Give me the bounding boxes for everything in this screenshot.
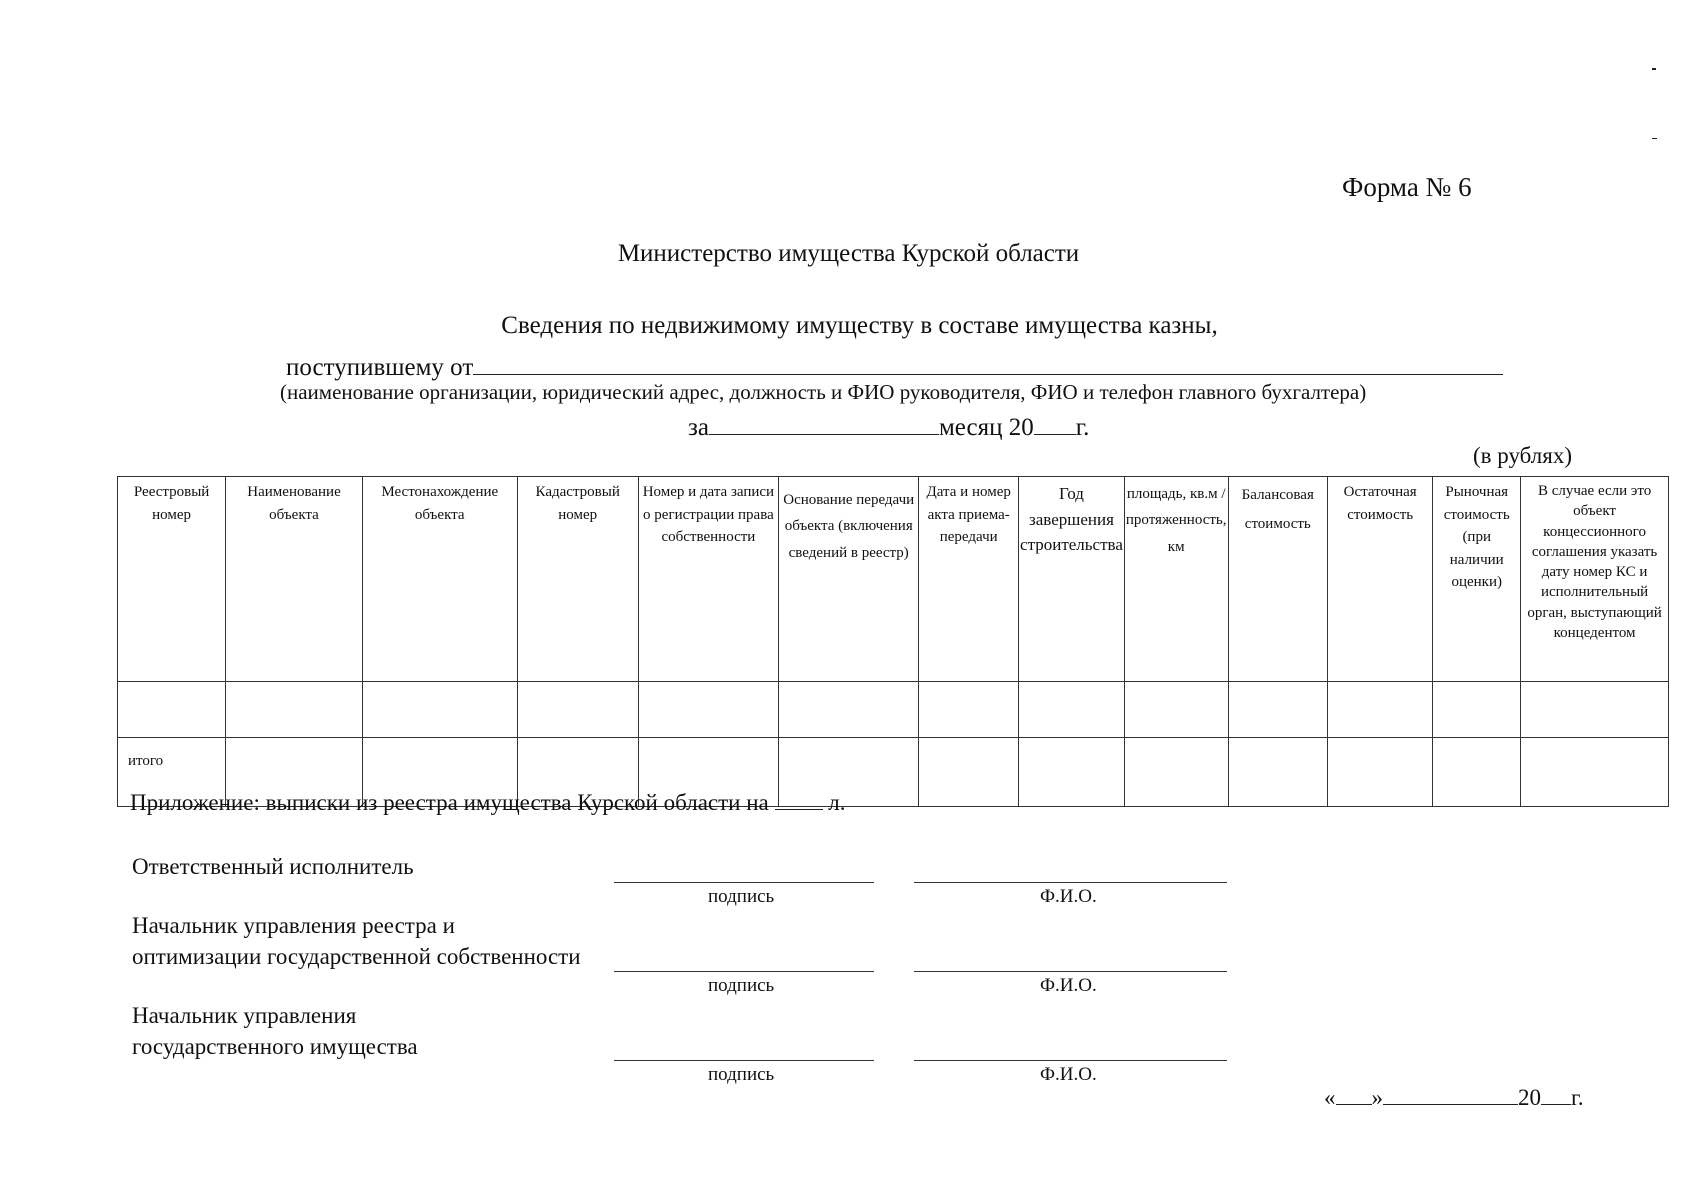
signature-line[interactable] [614,1060,874,1061]
col-header: В случае если это объект концессионного соглашения указать дату номер КС и исполнительный орган, выступающий концедентом [1521,477,1669,682]
table-cell[interactable] [1124,682,1228,738]
month-blank-field[interactable] [709,414,939,435]
signature-line[interactable] [614,882,874,883]
date-open-quote: « [1324,1085,1336,1110]
table-cell[interactable] [1019,682,1125,738]
table-cell[interactable] [517,682,638,738]
table-cell[interactable] [1019,738,1125,807]
col-header: Рыночная стоимость (при наличии оценки) [1433,477,1521,682]
date-year-prefix: 20 [1518,1085,1541,1110]
table-cell[interactable] [638,682,778,738]
appendix-prefix: Приложение: выписки из реестра имущества Курской области на [130,790,769,815]
table-cell[interactable] [362,682,517,738]
table-cell[interactable] [1433,738,1521,807]
appendix-suffix: л. [828,790,846,815]
col-header: Остаточная стоимость [1328,477,1433,682]
table-cell[interactable] [1521,682,1669,738]
table-cell[interactable] [779,682,919,738]
table-cell[interactable] [1124,738,1228,807]
total-label: итого [118,738,226,807]
table-cell[interactable] [1328,682,1433,738]
scan-dot-mid [1652,138,1657,139]
date-line [1324,1085,1584,1111]
col-header: Наименование объекта [226,477,363,682]
col-header: Основание передачи объекта (включения сведений в реестр) [779,477,919,682]
from-blank-field[interactable] [473,352,1503,375]
table-cell[interactable] [226,682,363,738]
property-table [117,476,1669,807]
col-header: Год завершения строительства [1019,477,1125,682]
year-blank-field[interactable] [1541,1086,1571,1105]
name-caption: Ф.И.О. [1040,1064,1097,1085]
col-header: Балансовая стоимость [1228,477,1328,682]
date-close-quote: » [1371,1085,1383,1110]
col-header: площадь, кв.м / протяженность, км [1124,477,1228,682]
table-cell[interactable] [118,682,226,738]
from-line [286,352,1503,382]
col-header: Местонахождение объекта [362,477,517,682]
signatory-role: Ответственный исполнитель [132,854,414,879]
signature-line[interactable] [614,971,874,972]
year-blank-field[interactable] [1034,414,1076,435]
scan-dot-top [1652,68,1656,70]
table-cell[interactable] [919,738,1019,807]
ministry-name: Министерство имущества Курской области [617,240,1080,267]
form-number: Форма № 6 [1342,172,1472,202]
signature-caption: подпись [708,886,775,907]
name-caption: Ф.И.О. [1040,886,1097,907]
signatory-role: Начальник управления государственного имущества [132,1003,418,1059]
date-suffix: г. [1571,1085,1584,1110]
table-cell[interactable] [919,682,1019,738]
col-header: Кадастровый номер [517,477,638,682]
period-month: месяц 20 [938,414,1034,441]
col-header: Реестровый номер [118,477,226,682]
table-cell[interactable] [1521,738,1669,807]
month-blank-field[interactable] [1383,1086,1518,1105]
col-header: Дата и номер акта приема-передачи [919,477,1019,682]
table-cell[interactable] [1433,682,1521,738]
from-note: (наименование организации, юридический адрес, должность и ФИО руководителя, ФИО и телефон главного бухгалтера) [280,380,1367,404]
table-cell[interactable] [1228,682,1328,738]
name-line[interactable] [914,882,1227,883]
signature-caption: подпись [708,1064,775,1085]
signature-caption: подпись [708,975,775,996]
period-prefix: за [688,414,709,441]
name-line[interactable] [914,971,1227,972]
table-cell[interactable] [1328,738,1433,807]
table-cell[interactable] [1228,738,1328,807]
table-header-row [118,477,1669,682]
units-note: (в рублях) [1473,443,1573,468]
period-suffix: г. [1075,414,1090,441]
document-title: Сведения по недвижимому имуществу в составе имущества казны, [501,312,1218,339]
name-line[interactable] [914,1060,1227,1061]
sheets-blank-field[interactable] [775,791,823,810]
table-row [118,682,1669,738]
day-blank-field[interactable] [1336,1086,1372,1105]
signatory-role: Начальник управления реестра и оптимизации государственной собственности [132,913,581,969]
appendix-line [130,790,846,816]
col-header: Номер и дата записи о регистрации права собственности [638,477,778,682]
name-caption: Ф.И.О. [1040,975,1097,996]
from-label: поступившему от [286,354,474,381]
period-line [688,414,1089,442]
